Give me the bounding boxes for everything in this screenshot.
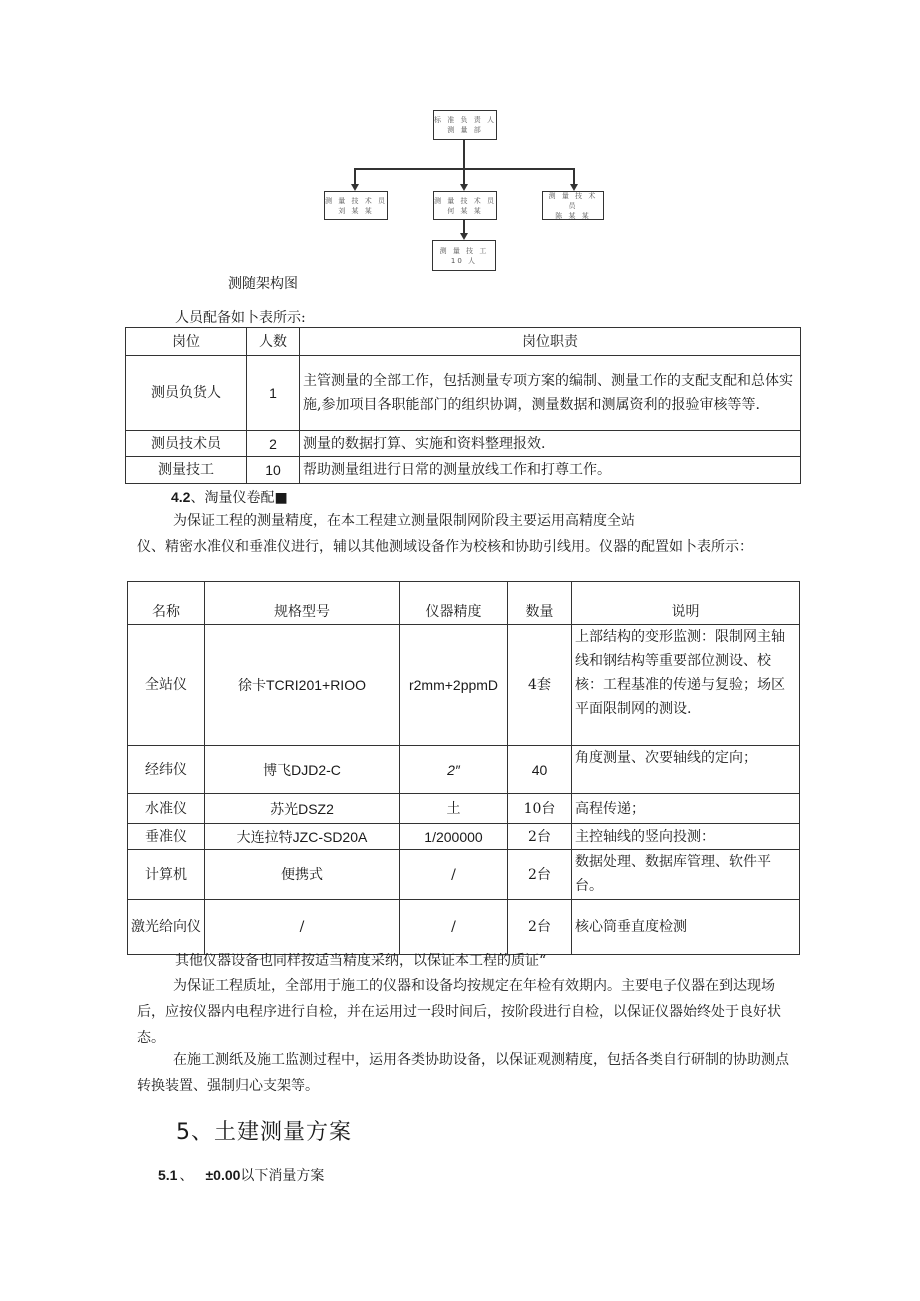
org-right-line2: 陈 某 某 bbox=[555, 211, 591, 220]
model-cell: 博飞DJD2-C bbox=[205, 746, 400, 794]
section-number: 4.2 bbox=[171, 489, 191, 505]
precision-cell: 土 bbox=[400, 794, 508, 824]
header-cell: 仪器精度 bbox=[400, 582, 508, 625]
section-level: ±0.00 bbox=[205, 1167, 241, 1183]
qty-cell: 4套 bbox=[508, 625, 572, 746]
after-table-para2-text: 为保证工程质址，全部用于施工的仪器和设备均按规定在年检有效期内。主要电子仪器在到达现场后，应按仪器内电程序进行自检，并在运用过一段时间后，按阶段进行自检，以保证仪器始终处于良好状态。 bbox=[137, 978, 781, 1046]
count-cell: 10 bbox=[247, 457, 300, 484]
staff-table bbox=[125, 327, 801, 484]
org-top-line2: 测 量 部 bbox=[447, 126, 483, 134]
arrow-down-icon bbox=[460, 184, 468, 191]
table-row bbox=[128, 824, 800, 850]
header-cell: 数量 bbox=[508, 582, 572, 625]
name-cell: 经纬仪 bbox=[128, 746, 205, 794]
table-header-row bbox=[128, 582, 800, 625]
name-cell: 计算机 bbox=[128, 850, 205, 900]
after-table-para3-text: 在施工测纸及施工监测过程中，运用各类协助设备，以保证观测精度，包括各类自行研制的协助测点转换装置、强制归心支架等。 bbox=[137, 1052, 789, 1094]
section-number: 5.1 bbox=[158, 1167, 178, 1183]
equipment-table bbox=[127, 581, 800, 955]
qty-cell: 10台 bbox=[508, 794, 572, 824]
section-5-1-heading bbox=[158, 1165, 324, 1185]
table-row bbox=[128, 794, 800, 824]
arrow-down-icon bbox=[351, 184, 359, 191]
qty-cell: 2台 bbox=[508, 900, 572, 955]
header-cell: 岗位 bbox=[126, 328, 247, 356]
qty-cell: 2台 bbox=[508, 824, 572, 850]
table-row bbox=[128, 850, 800, 900]
count-cell: 2 bbox=[247, 431, 300, 457]
name-cell: 激光给向仪 bbox=[128, 900, 205, 955]
org-box-left bbox=[324, 191, 388, 220]
precision-cell: 1/200000 bbox=[400, 824, 508, 850]
precision-cell: / bbox=[400, 900, 508, 955]
note-cell: 角度测量、次要轴线的定向； bbox=[572, 746, 800, 794]
count-cell: 1 bbox=[247, 356, 300, 431]
note-cell: 核心筒垂直度检测 bbox=[572, 900, 800, 955]
table-header-row bbox=[126, 328, 801, 356]
model-cell: / bbox=[205, 900, 400, 955]
section-title: 以下消量方案 bbox=[240, 1168, 325, 1184]
org-middle-line2: 何 某 某 bbox=[447, 206, 483, 215]
name-cell: 垂准仪 bbox=[128, 824, 205, 850]
duty-cell: 主管测量的全部工作，包括测量专项方案的编制、测量工作的支配支配和总体实施,参加项目各职能部门的组织协调，测量数据和测属资利的报验审核等等. bbox=[300, 356, 801, 431]
header-cell: 说明 bbox=[572, 582, 800, 625]
note-cell: 数据处理、数据库管理、软件平台。 bbox=[572, 850, 800, 900]
duty-cell: 帮助测量组进行日常的测量放线工作和打尊工作。 bbox=[300, 457, 801, 484]
org-box-middle bbox=[433, 191, 497, 220]
org-chart-caption: 测随架构图 bbox=[228, 276, 298, 292]
header-cell: 人数 bbox=[247, 328, 300, 356]
post-cell: 测量技工 bbox=[126, 457, 247, 484]
precision-cell: 2″ bbox=[400, 746, 508, 794]
org-left-line1: 测 量 技 术 员 bbox=[325, 196, 387, 205]
section-5-heading: 5、土建测量方案 bbox=[176, 1120, 352, 1145]
section-title: 、淘量仪卷配■ bbox=[190, 490, 288, 506]
table-row bbox=[128, 746, 800, 794]
model-cell: 苏光DSZ2 bbox=[205, 794, 400, 824]
name-cell: 全站仪 bbox=[128, 625, 205, 746]
org-box-top bbox=[433, 110, 497, 140]
note-cell: 高程传递； bbox=[572, 794, 800, 824]
note-cell: 主控轴线的竖向投测： bbox=[572, 824, 800, 850]
precision-cell: / bbox=[400, 850, 508, 900]
note-cell: 上部结构的变形监测：限制网主轴线和钢结构等重要部位测设、校核：工程基准的传递与复验；场区平面限制网的测设. bbox=[572, 625, 800, 746]
table-row bbox=[128, 900, 800, 955]
org-top-line1: 标 准 负 责 人 bbox=[434, 116, 496, 124]
section-4-2-heading bbox=[171, 487, 288, 507]
table-row bbox=[128, 625, 800, 746]
table-row bbox=[126, 457, 801, 484]
org-middle-line1: 测 量 技 术 员 bbox=[434, 196, 496, 205]
org-left-line2: 刘 某 某 bbox=[338, 206, 374, 215]
org-box-right bbox=[542, 191, 604, 220]
org-bottom-line1: 测 量 技 工 bbox=[439, 246, 489, 255]
duty-cell: 测量的数据打算、实施和资料整理报效. bbox=[300, 431, 801, 457]
section-4-2-para2: 仪、精密水准仪和垂准仪进行，辅以其他测域设备作为校核和协助引线用。仪器的配置如卜表所示： bbox=[137, 539, 753, 555]
precision-cell: r2mm+2ppmD bbox=[400, 625, 508, 746]
name-cell: 水准仪 bbox=[128, 794, 205, 824]
after-table-para2 bbox=[137, 973, 797, 1051]
arrow-down-icon bbox=[460, 233, 468, 240]
qty-cell: 40 bbox=[508, 746, 572, 794]
table-row bbox=[126, 431, 801, 457]
qty-cell: 2台 bbox=[508, 850, 572, 900]
after-table-para3 bbox=[137, 1047, 797, 1099]
model-cell: 便携式 bbox=[205, 850, 400, 900]
header-cell: 规格型号 bbox=[205, 582, 400, 625]
staff-intro: 人员配备如卜表所示: bbox=[175, 310, 306, 326]
model-cell: 徐卡TCRI201+RIOO bbox=[205, 625, 400, 746]
after-table-para1: 其他仪器设备也同样按适当精度采纳，以保证本工程的质证“ bbox=[175, 953, 547, 969]
model-cell: 大连拉特JZC-SD20A bbox=[205, 824, 400, 850]
header-cell: 岗位职责 bbox=[300, 328, 801, 356]
table-row bbox=[126, 356, 801, 431]
org-bottom-line2: 10 人 bbox=[450, 256, 478, 265]
post-cell: 测员负货人 bbox=[126, 356, 247, 431]
section-4-2-para1: 为保证工程的测量精度，在本工程建立测量限制网阶段主要运用高精度全站 bbox=[173, 513, 635, 529]
org-right-line1: 测 量 技 术 员 bbox=[548, 191, 598, 210]
post-cell: 测员技术员 bbox=[126, 431, 247, 457]
section-sep: 、 bbox=[179, 1168, 194, 1184]
header-cell: 名称 bbox=[128, 582, 205, 625]
org-box-bottom bbox=[432, 240, 496, 271]
